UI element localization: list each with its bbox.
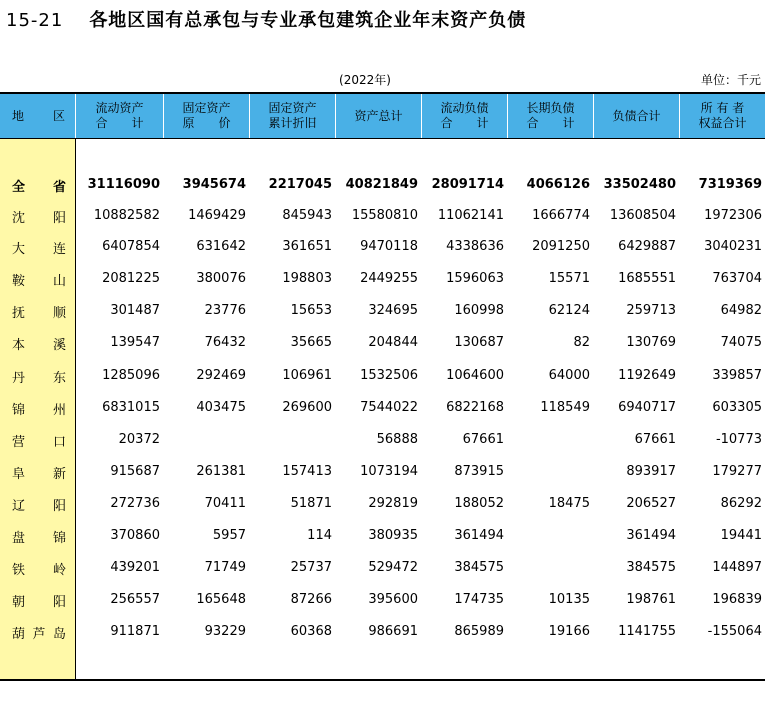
- header-line: 累计折旧: [268, 116, 317, 130]
- table-cell: 56888: [376, 432, 418, 447]
- table-cell: 1192649: [618, 368, 676, 383]
- table-cell: 292469: [196, 368, 246, 383]
- table-row: [0, 362, 765, 390]
- header-col-total-liabilities: [594, 94, 680, 138]
- table-cell: 33502480: [603, 177, 676, 192]
- table-cell: 603305: [712, 400, 762, 415]
- table-cell: 71749: [204, 560, 246, 575]
- region-name-char: 辽: [12, 498, 26, 514]
- table-row: [0, 618, 765, 646]
- header-line: 所 有 者: [700, 101, 745, 115]
- table-cell: 1666774: [532, 208, 590, 223]
- table-row-total: [0, 171, 765, 199]
- region-name-char: 锦: [12, 402, 26, 418]
- table-cell: 986691: [368, 624, 418, 639]
- table-cell: 911871: [110, 624, 160, 639]
- table-row: [0, 329, 765, 357]
- header-line: 固定资产: [182, 101, 231, 115]
- table-cell: 70411: [204, 496, 246, 511]
- table-cell: 6831015: [102, 400, 160, 415]
- table-cell: 6940717: [618, 400, 676, 415]
- table-cell: 6822168: [446, 400, 504, 415]
- table-cell: 370860: [110, 528, 160, 543]
- table-cell: 380076: [196, 271, 246, 286]
- header-col-fixed-assets-original: [164, 94, 250, 138]
- table-cell: 301487: [110, 303, 160, 318]
- table-cell: 40821849: [345, 177, 418, 192]
- table-row: [0, 394, 765, 422]
- region-name: [0, 554, 76, 582]
- table-cell: 361494: [626, 528, 676, 543]
- region-name-char: 阳: [52, 210, 66, 226]
- table-cell: 35665: [290, 335, 332, 350]
- table-cell: 198803: [282, 271, 332, 286]
- table-cell: 915687: [110, 464, 160, 479]
- table-cell: 160998: [454, 303, 504, 318]
- header-line: 原 价: [182, 116, 231, 130]
- table-cell: 51871: [290, 496, 332, 511]
- table-cell: 114: [307, 528, 332, 543]
- table-cell: 10882582: [93, 208, 160, 223]
- region-name-char: 东: [52, 370, 66, 386]
- region-name-char: 阳: [52, 498, 66, 514]
- header-region: [0, 94, 76, 138]
- region-name: [0, 329, 76, 357]
- table-cell: 259713: [626, 303, 676, 318]
- table-cell: 631642: [196, 239, 246, 254]
- table-cell: 845943: [282, 208, 332, 223]
- table-cell: 763704: [712, 271, 762, 286]
- table-cell: 339857: [712, 368, 762, 383]
- header-col-long-term-liabilities: [508, 94, 594, 138]
- header-col-owners-equity: [680, 94, 765, 138]
- table-cell: 403475: [196, 400, 246, 415]
- region-name-char: 省: [52, 179, 66, 195]
- table-row: [0, 265, 765, 293]
- table-number: 15-21: [6, 10, 64, 31]
- table-row: [0, 426, 765, 454]
- table-cell: 18475: [548, 496, 590, 511]
- bottom-rule: [0, 679, 765, 681]
- table-cell: 179277: [712, 464, 762, 479]
- table-cell: 13608504: [609, 208, 676, 223]
- table-cell: 139547: [110, 335, 160, 350]
- table-cell: 82: [573, 335, 590, 350]
- region-name: [0, 265, 76, 293]
- table-cell: 130769: [626, 335, 676, 350]
- table-cell: 2217045: [268, 177, 332, 192]
- header-region-char: 地: [12, 108, 25, 123]
- table-cell: 7319369: [698, 177, 762, 192]
- table-cell: 9470118: [360, 239, 418, 254]
- region-name-char: 大: [12, 241, 26, 257]
- table-cell: -155064: [707, 624, 762, 639]
- table-cell: 74075: [720, 335, 762, 350]
- table-cell: 19166: [548, 624, 590, 639]
- table-cell: 529472: [368, 560, 418, 575]
- table-row: [0, 233, 765, 261]
- region-name-char: 抚: [12, 305, 26, 321]
- page-title: [6, 6, 526, 32]
- table-cell: 380935: [368, 528, 418, 543]
- table-header: [0, 94, 765, 139]
- table-cell: 106961: [282, 368, 332, 383]
- header-line: 合 计: [95, 116, 144, 130]
- table-cell: 6407854: [102, 239, 160, 254]
- region-name-char: 阜: [12, 466, 26, 482]
- year-label: (2022年): [339, 73, 391, 87]
- region-name: [0, 362, 76, 390]
- table-cell: 144897: [712, 560, 762, 575]
- table-cell: 20372: [118, 432, 160, 447]
- region-name: [0, 618, 76, 646]
- table-cell: 206527: [626, 496, 676, 511]
- table-cell: 10135: [548, 592, 590, 607]
- table-cell: 23776: [204, 303, 246, 318]
- region-name-char: 全: [12, 179, 26, 195]
- region-name-char: 锦: [52, 530, 66, 546]
- table-cell: 5957: [212, 528, 246, 543]
- region-name: [0, 171, 76, 199]
- table-cell: 7544022: [360, 400, 418, 415]
- header-line: 流动负债: [440, 101, 489, 115]
- table-cell: 64982: [720, 303, 762, 318]
- table-row: [0, 490, 765, 518]
- table-cell: 3040231: [704, 239, 762, 254]
- table-cell: 1073194: [360, 464, 418, 479]
- table-cell: -10773: [715, 432, 762, 447]
- header-line: 资产总计: [354, 108, 403, 123]
- table-cell: 1285096: [102, 368, 160, 383]
- table-cell: 361651: [282, 239, 332, 254]
- region-name-char: 州: [52, 402, 66, 418]
- table-cell: 196839: [712, 592, 762, 607]
- table-cell: 292819: [368, 496, 418, 511]
- table-cell: 2081225: [102, 271, 160, 286]
- region-name-char: 口: [52, 434, 66, 450]
- table-row: [0, 522, 765, 550]
- table-row: [0, 202, 765, 230]
- table-cell: 60368: [290, 624, 332, 639]
- region-name: [0, 297, 76, 325]
- region-name-char: 本: [12, 337, 26, 353]
- header-col-accumulated-depreciation: [250, 94, 336, 138]
- region-name-char: 鞍: [12, 273, 26, 289]
- table-cell: 1596063: [446, 271, 504, 286]
- table-cell: 1972306: [704, 208, 762, 223]
- region-name: [0, 586, 76, 614]
- table-cell: 3945674: [182, 177, 246, 192]
- table-cell: 4338636: [446, 239, 504, 254]
- table-cell: 93229: [204, 624, 246, 639]
- region-name-char: 营: [12, 434, 26, 450]
- header-line: 权益合计: [698, 116, 747, 130]
- table-cell: 1685551: [618, 271, 676, 286]
- region-name-char: 岭: [52, 562, 66, 578]
- table-cell: 6429887: [618, 239, 676, 254]
- region-name-char: 朝: [12, 594, 26, 610]
- region-name-char: 葫: [12, 626, 26, 642]
- table-cell: 1469429: [188, 208, 246, 223]
- header-line: 固定资产: [268, 101, 317, 115]
- table-cell: 157413: [282, 464, 332, 479]
- table-row: [0, 586, 765, 614]
- table-cell: 272736: [110, 496, 160, 511]
- table-cell: 64000: [548, 368, 590, 383]
- region-name-char: 山: [52, 273, 66, 289]
- table-cell: 256557: [110, 592, 160, 607]
- table-row: [0, 554, 765, 582]
- header-col-total-assets: [336, 94, 422, 138]
- table-cell: 395600: [368, 592, 418, 607]
- region-name: [0, 426, 76, 454]
- table-cell: 165648: [196, 592, 246, 607]
- header-line: 合 计: [526, 116, 575, 130]
- header-line: 合 计: [440, 116, 489, 130]
- table-cell: 76432: [204, 335, 246, 350]
- region-name-char: 丹: [12, 370, 26, 386]
- table-cell: 130687: [454, 335, 504, 350]
- region-name: [0, 458, 76, 486]
- header-col-current-assets: [76, 94, 164, 138]
- region-name-char: 顺: [52, 305, 66, 321]
- table-cell: 4066126: [526, 177, 590, 192]
- table-cell: 28091714: [431, 177, 504, 192]
- table-cell: 324695: [368, 303, 418, 318]
- region-name-char: 沈: [12, 210, 26, 226]
- region-name-char: 岛: [52, 626, 66, 642]
- table-cell: 269600: [282, 400, 332, 415]
- table-cell: 11062141: [437, 208, 504, 223]
- table-cell: 2449255: [360, 271, 418, 286]
- region-name: [0, 394, 76, 422]
- region-name-char: 新: [52, 466, 66, 482]
- region-name-char: 芦: [32, 626, 46, 642]
- region-name-char: 溪: [52, 337, 66, 353]
- table-cell: 15571: [548, 271, 590, 286]
- table-cell: 361494: [454, 528, 504, 543]
- table-cell: 62124: [548, 303, 590, 318]
- table-cell: 384575: [454, 560, 504, 575]
- table-cell: 439201: [110, 560, 160, 575]
- table-cell: 19441: [720, 528, 762, 543]
- unit-label: 单位：千元: [700, 73, 761, 87]
- table-cell: 87266: [290, 592, 332, 607]
- region-name-char: 盘: [12, 530, 26, 546]
- table-cell: 1532506: [360, 368, 418, 383]
- region-name: [0, 202, 76, 230]
- header-col-current-liabilities: [422, 94, 508, 138]
- table-cell: 15580810: [351, 208, 418, 223]
- table-cell: 15653: [290, 303, 332, 318]
- table-cell: 118549: [540, 400, 590, 415]
- region-name-char: 连: [52, 241, 66, 257]
- table-cell: 174735: [454, 592, 504, 607]
- region-name-char: 阳: [52, 594, 66, 610]
- table-cell: 1141755: [618, 624, 676, 639]
- table-row: [0, 297, 765, 325]
- region-name-char: 铁: [12, 562, 26, 578]
- table-cell: 204844: [368, 335, 418, 350]
- header-region-char: 区: [52, 108, 65, 123]
- table-cell: 893917: [626, 464, 676, 479]
- table-cell: 2091250: [532, 239, 590, 254]
- region-name: [0, 490, 76, 518]
- table-title: 各地区国有总承包与专业承包建筑企业年末资产负债: [89, 10, 527, 31]
- table-cell: 873915: [454, 464, 504, 479]
- table-cell: 86292: [720, 496, 762, 511]
- header-line: 负债合计: [612, 108, 661, 123]
- table-cell: 31116090: [87, 177, 160, 192]
- table-row: [0, 458, 765, 486]
- table-cell: 67661: [462, 432, 504, 447]
- table-cell: 198761: [626, 592, 676, 607]
- table-cell: 261381: [196, 464, 246, 479]
- region-name: [0, 522, 76, 550]
- table-cell: 25737: [290, 560, 332, 575]
- table-cell: 384575: [626, 560, 676, 575]
- header-line: 流动资产: [95, 101, 144, 115]
- table-cell: 865989: [454, 624, 504, 639]
- region-name: [0, 233, 76, 261]
- table-cell: 67661: [634, 432, 676, 447]
- table-cell: 1064600: [446, 368, 504, 383]
- table-cell: 188052: [454, 496, 504, 511]
- header-line: 长期负债: [526, 101, 575, 115]
